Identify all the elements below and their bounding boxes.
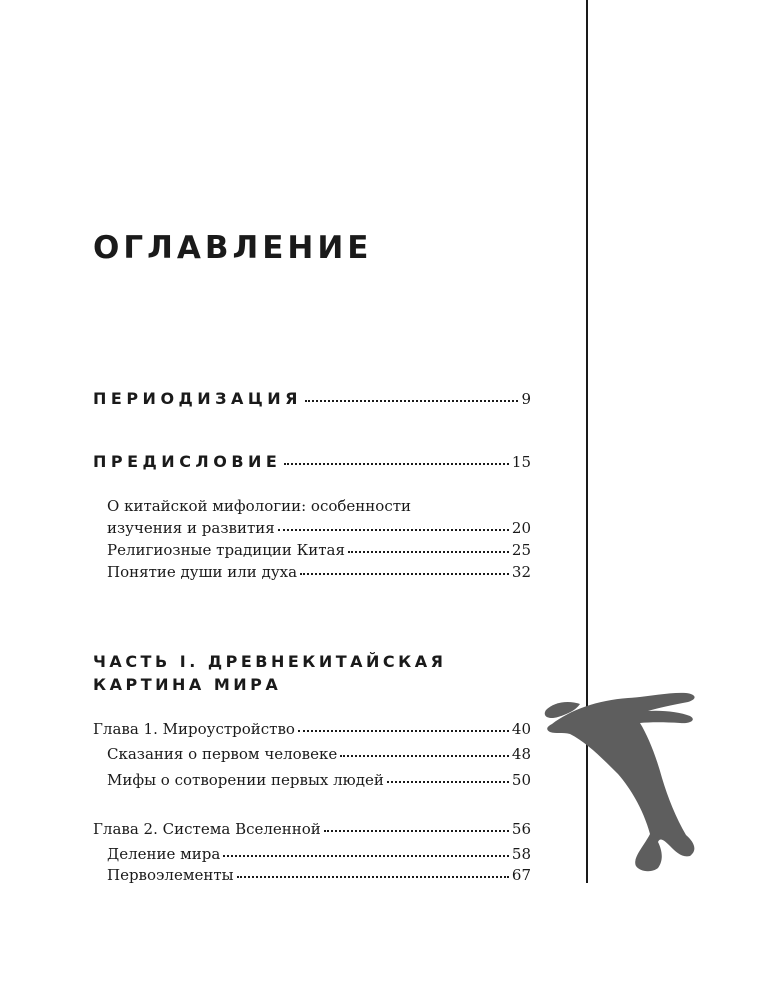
toc-chapter-2[interactable] (93, 822, 531, 837)
dot-leader (340, 755, 509, 757)
dot-leader (298, 730, 509, 732)
toc-subentry-label: Понятие души или духа (107, 563, 298, 581)
toc-subentry-religious-traditions[interactable] (107, 543, 531, 558)
toc-page-number: 50 (511, 771, 531, 789)
toc-subentry-first-human[interactable] (107, 747, 531, 762)
part-title-line: КАРТИНА МИРА (93, 675, 282, 694)
dot-leader (387, 781, 509, 783)
part-title-line: ЧАСТЬ I. ДРЕВНЕКИТАЙСКАЯ (93, 652, 447, 671)
toc-subentry-label: Сказания о первом человеке (107, 745, 338, 763)
toc-subentry-chinese-mythology[interactable] (107, 521, 531, 536)
dot-leader (237, 876, 509, 878)
toc-page-number: 48 (511, 745, 531, 763)
toc-page-number: 20 (511, 519, 531, 537)
toc-entry-periodization[interactable] (93, 391, 531, 407)
rabbit-silhouette-icon (540, 690, 700, 875)
dot-leader (348, 551, 509, 553)
toc-chapter-1[interactable] (93, 722, 531, 737)
toc-chapter-label: Глава 1. Мироустройство (93, 720, 295, 738)
toc-entry-label: ПРЕДИСЛОВИЕ (93, 452, 282, 471)
dot-leader (324, 830, 509, 832)
dot-leader (223, 855, 509, 857)
dot-leader (278, 529, 509, 531)
toc-page-number: 67 (511, 866, 531, 884)
toc-page-number: 58 (511, 845, 531, 863)
toc-subentry-label: Первоэлементы (107, 866, 234, 884)
part-title (93, 650, 446, 696)
toc-subentry-label: изучения и развития (107, 519, 275, 537)
dot-leader (284, 463, 509, 465)
dot-leader (305, 400, 518, 402)
toc-entry-preface[interactable] (93, 454, 531, 470)
toc-page-number: 15 (511, 453, 531, 471)
toc-page-number: 32 (511, 563, 531, 581)
toc-page-number: 56 (511, 820, 531, 838)
toc-subentry-label: О китайской мифологии: особенности (107, 497, 412, 515)
toc-subentry-label: Мифы о сотворении первых людей (107, 771, 384, 789)
toc-entry-label: ПЕРИОДИЗАЦИЯ (93, 389, 302, 408)
toc-subentry-soul-concept[interactable] (107, 565, 531, 580)
toc-page-number: 40 (511, 720, 531, 738)
toc-subentry-primary-elements[interactable] (107, 868, 531, 883)
toc-subentry-label: Деление мира (107, 845, 221, 863)
toc-subentry-label: Религиозные традиции Китая (107, 541, 345, 559)
toc-page-number: 25 (511, 541, 531, 559)
toc-subentry-creation-myths[interactable] (107, 773, 531, 788)
dot-leader (300, 573, 509, 575)
toc-chapter-label: Глава 2. Система Вселенной (93, 820, 321, 838)
toc-subentry-world-division[interactable] (107, 847, 531, 862)
toc-page-number: 9 (521, 390, 531, 408)
page-title: ОГЛАВЛЕНИЕ (93, 230, 373, 266)
